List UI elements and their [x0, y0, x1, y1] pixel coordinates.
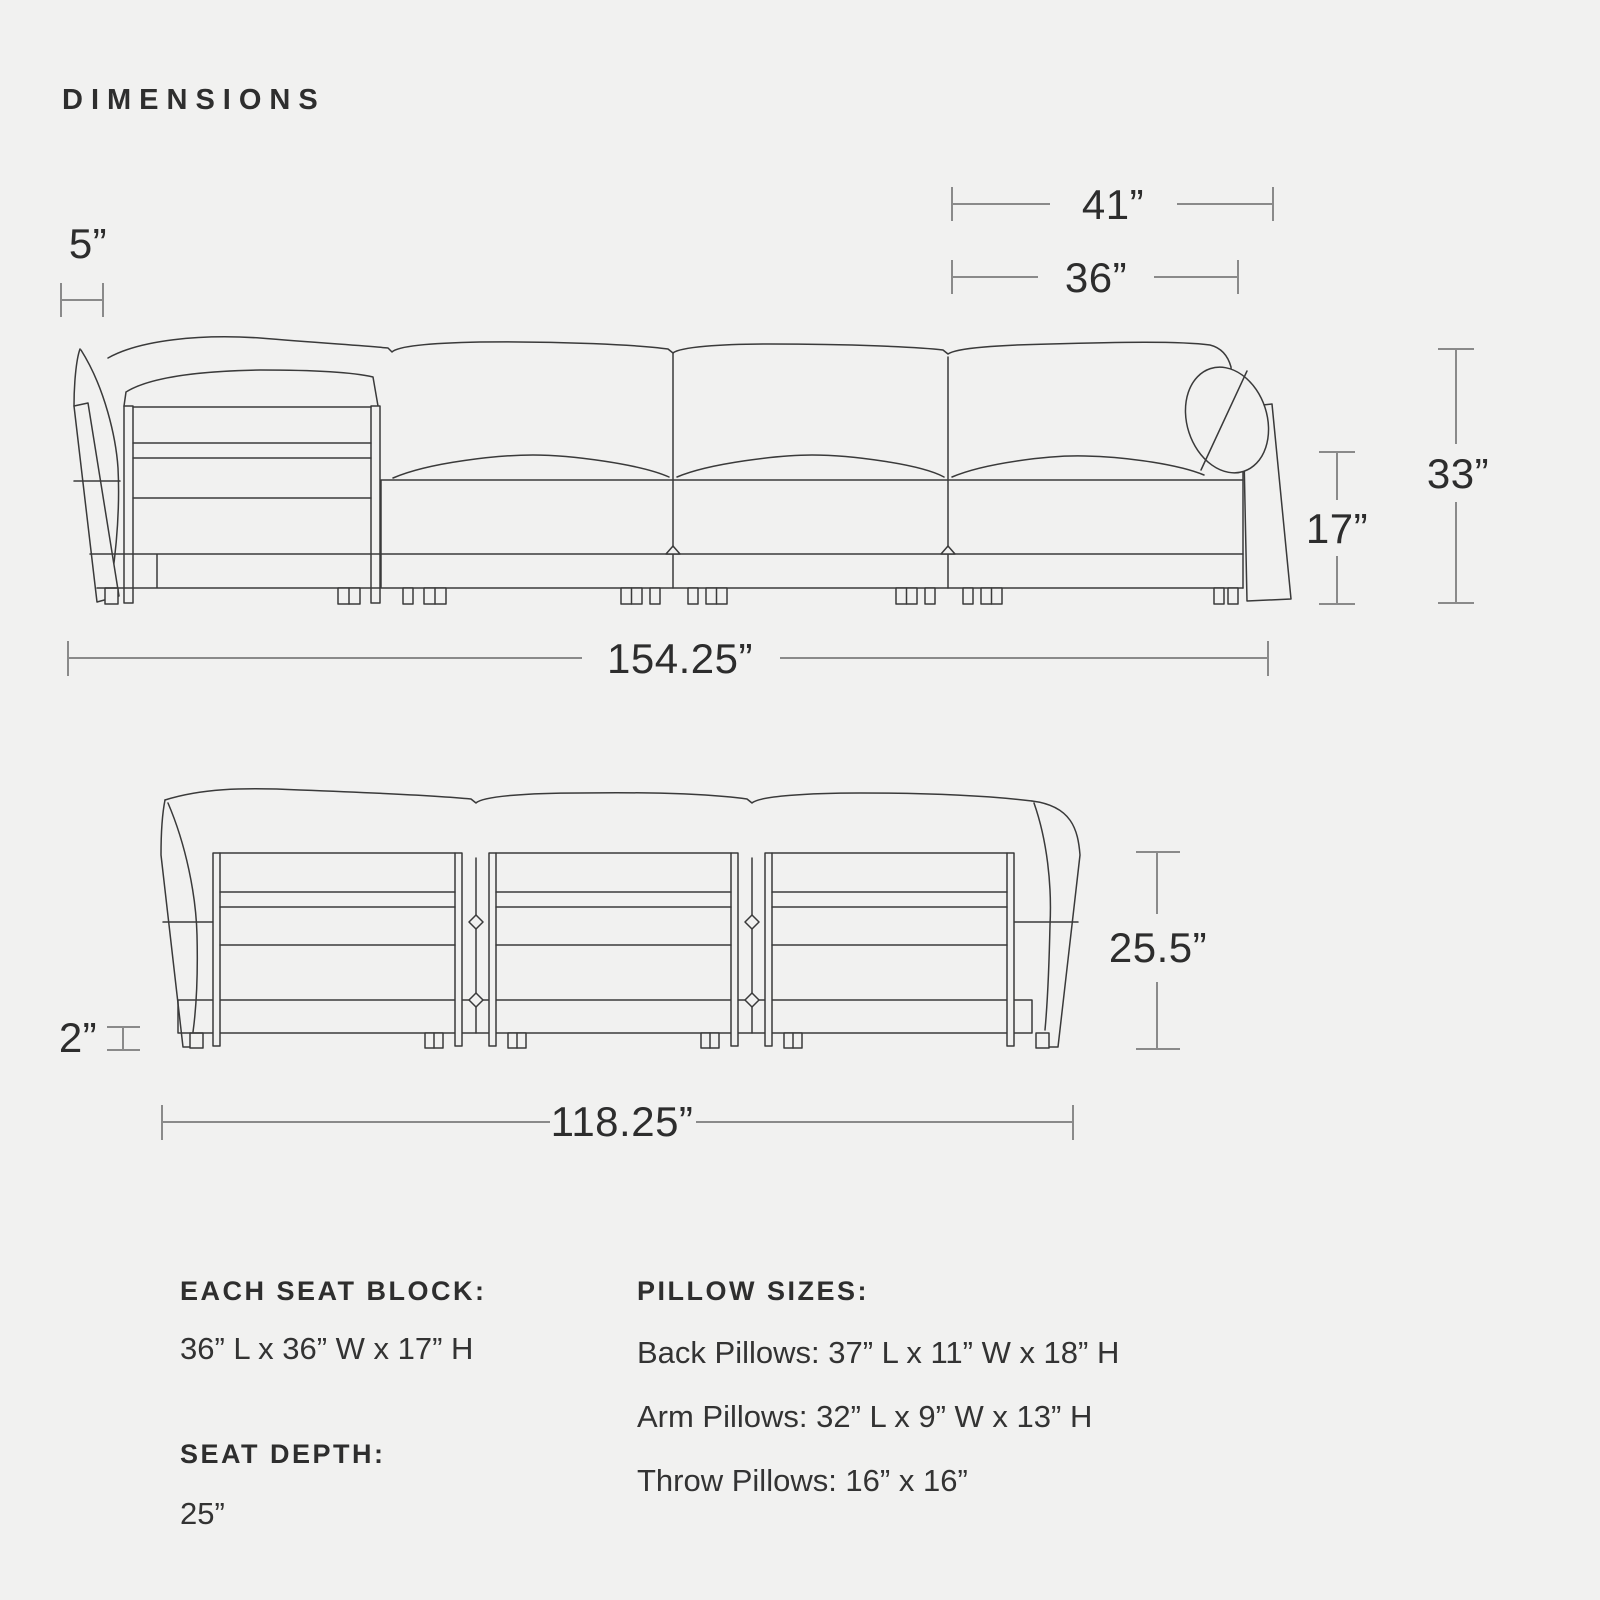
pillow-size-arm: Arm Pillows: 32” L x 9” W x 13” H — [637, 1399, 1093, 1434]
pillow-size-throw: Throw Pillows: 16” x 16” — [637, 1463, 968, 1498]
dim-label-leg-height: 2” — [58, 1014, 98, 1061]
seat-depth-value: 25” — [180, 1496, 225, 1531]
spec-column-left — [180, 1276, 610, 1532]
back-right-wing-foot — [1036, 1033, 1049, 1048]
side-left-panel-foot — [105, 588, 118, 604]
side-corner-frame-post-right — [371, 406, 380, 603]
back-frame-2 — [489, 853, 738, 1046]
dim-label-overall-height: 33” — [1426, 450, 1490, 497]
pillow-sizes-heading: PILLOW SIZES: — [637, 1276, 869, 1306]
back-left-wing — [161, 800, 213, 1047]
back-right-wing — [1014, 801, 1080, 1047]
page-title: DIMENSIONS — [62, 84, 326, 116]
back-left-wing-foot — [190, 1033, 203, 1048]
back-view-drawing — [161, 789, 1080, 1048]
back-base-rails — [178, 1000, 1032, 1033]
side-corner-frame-slats — [133, 407, 371, 498]
dim-leg-height-lines — [107, 1027, 140, 1050]
dim-label-corner-depth: 41” — [1081, 181, 1145, 228]
back-frame-3 — [765, 853, 1014, 1046]
spec-column-right — [637, 1276, 1197, 1499]
dim-label-overall-length: 154.25” — [607, 635, 753, 682]
back-cushions-outline — [165, 789, 1032, 803]
side-legs — [338, 588, 1238, 604]
dim-label-arm-width: 5” — [68, 220, 108, 267]
back-frame-1 — [213, 853, 462, 1046]
side-section-seams — [673, 353, 1243, 588]
dim-label-seat-width: 36” — [1064, 254, 1128, 301]
dim-arm-width-lines — [61, 283, 103, 317]
dim-label-seat-height: 17” — [1305, 505, 1369, 552]
side-seat-cushions — [393, 455, 1204, 478]
back-legs — [425, 1033, 802, 1048]
seat-block-heading: EACH SEAT BLOCK: — [180, 1276, 487, 1306]
seat-depth-heading: SEAT DEPTH: — [180, 1439, 386, 1469]
dim-label-frame-height: 25.5” — [1108, 924, 1208, 971]
seat-block-value: 36” L x 36” W x 17” H — [180, 1331, 474, 1366]
side-corner-cushion — [124, 370, 378, 406]
side-corner-frame-post-left — [124, 406, 133, 603]
pillow-size-back: Back Pillows: 37” L x 11” W x 18” H — [637, 1335, 1120, 1370]
side-base-lines — [90, 480, 1243, 588]
side-view-drawing — [74, 337, 1291, 604]
dim-label-back-width: 118.25” — [550, 1098, 694, 1145]
